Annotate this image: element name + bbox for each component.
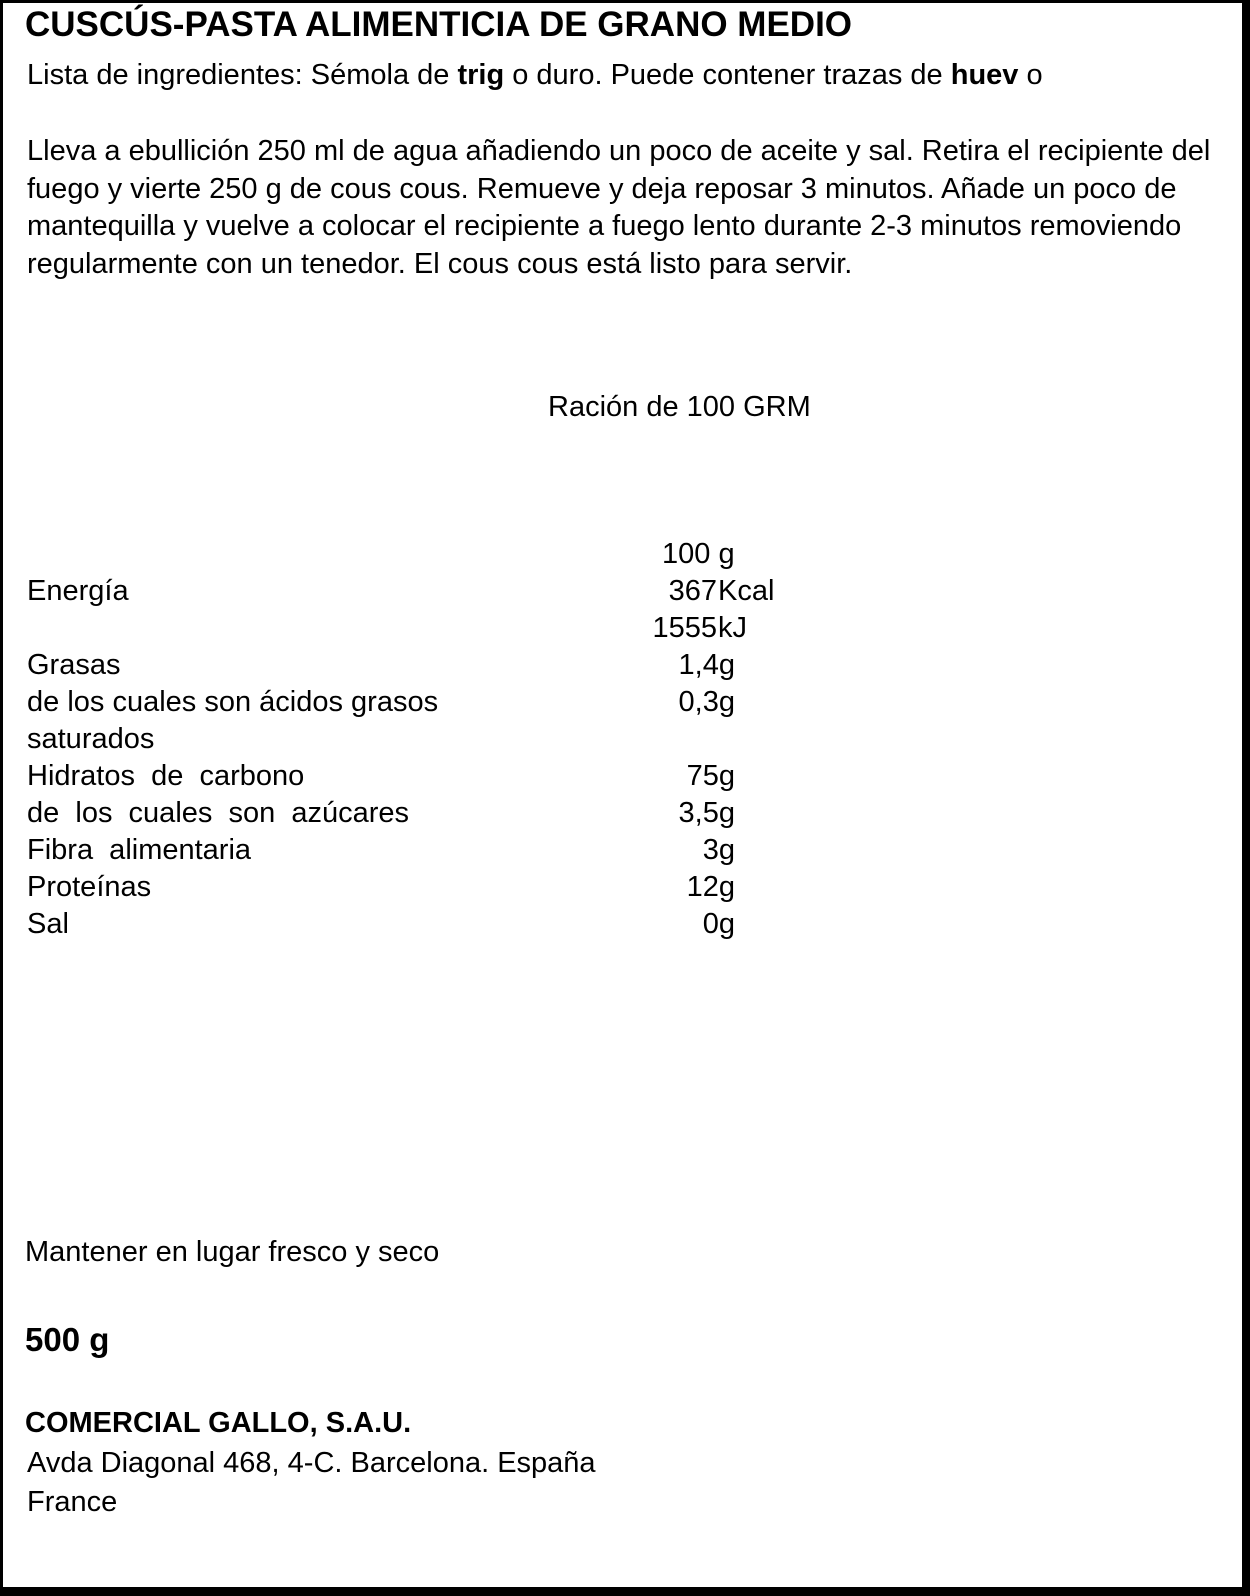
nutrition-label-fat: Grasas	[27, 649, 121, 681]
nutrition-value-saturated: 0,3g	[678, 686, 735, 718]
nutrition-value-fat: 1,4g	[678, 649, 735, 681]
manufacturer-country: France	[27, 1486, 118, 1518]
manufacturer-address: Avda Diagonal 468, 4-C. Barcelona. España	[27, 1447, 596, 1479]
nutrition-label-energy: Energía	[27, 575, 129, 607]
allergen-egg: huev	[950, 59, 1019, 91]
nutrition-value-salt: 0g	[702, 908, 735, 940]
energy-kcal-value: 367	[668, 575, 717, 607]
product-title: CUSCÚS-PASTA ALIMENTICIA DE GRANO MEDIO	[25, 5, 853, 44]
nutrition-value-carbohydrates: 75g	[686, 760, 735, 792]
manufacturer-name: COMERCIAL GALLO, S.A.U.	[25, 1407, 412, 1439]
nutrition-column-header: 100 g	[662, 538, 735, 570]
nutrition-label-saturated-line2: saturados	[27, 723, 155, 755]
nutrition-label-sugars: de los cuales son azúcares	[27, 797, 410, 829]
nutrition-value-protein: 12g	[686, 871, 735, 903]
net-weight: 500 g	[25, 1321, 110, 1358]
storage-instructions: Mantener en lugar fresco y seco	[25, 1236, 440, 1268]
ingredients-list	[27, 55, 1043, 95]
nutrition-value-sugars: 3,5g	[678, 797, 735, 829]
nutrition-label-saturated: de los cuales son ácidos grasos	[27, 686, 439, 718]
allergen-wheat: trig	[457, 59, 505, 91]
ingredients-middle: o duro. Puede contener trazas de	[504, 59, 951, 91]
nutrition-value-fibre: 3g	[702, 834, 735, 866]
energy-kcal-unit: Kcal	[718, 575, 775, 607]
preparation-instructions: Lleva a ebullición 250 ml de agua añadiendo un poco de aceite y sal. Retira el recipiente del fuego y vierte 250 g de cous cous. Remueve y deja reposar 3 minutos. Añade un poco de mantequilla y vuelve a colocar el recipiente a fuego lento durante 2-3 minutos removiendo regularmente con un tenedor. El cous cous está listo para servir.	[27, 135, 1211, 280]
ingredients-suffix: o	[1018, 59, 1043, 91]
energy-kj-unit: kJ	[718, 612, 747, 644]
nutrition-label-salt: Sal	[27, 908, 69, 940]
nutrition-label-fibre: Fibra alimentaria	[27, 834, 252, 866]
nutrition-label-protein: Proteínas	[27, 871, 152, 903]
energy-kj-value: 1555	[652, 612, 717, 644]
nutrition-label-carbohydrates: Hidratos de carbono	[27, 760, 305, 792]
ingredients-prefix: Lista de ingredientes: Sémola de	[27, 59, 458, 91]
serving-size: Ración de 100 GRM	[548, 391, 811, 423]
